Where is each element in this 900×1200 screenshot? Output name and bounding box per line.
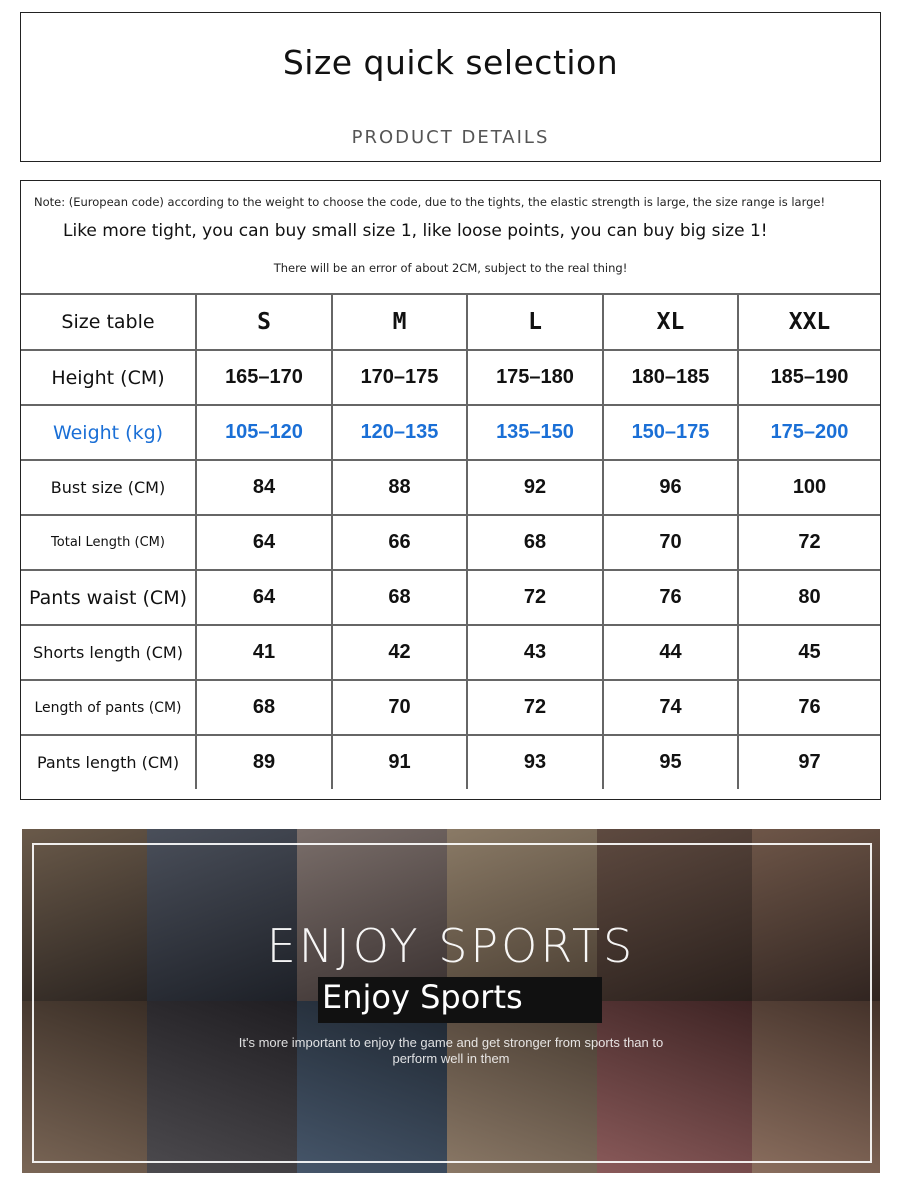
table-cell: 68 [196,680,332,735]
table-cell: 66 [332,515,467,570]
pants-waist-row [21,570,880,625]
table-cell: 185–190 [738,350,880,405]
section-subtitle: PRODUCT DETAILS [351,127,550,148]
note-line-3: There will be an error of about 2CM, subject to the real thing! [273,261,628,275]
size-header-row [21,294,880,350]
table-cell: 165–170 [196,350,332,405]
banner-tagline-1: It's more important to enjoy the game and get stronger from sports than to [238,1035,664,1050]
table-cell: 175–180 [467,350,603,405]
table-cell: 84 [196,460,332,515]
size-m-header: M [332,294,467,350]
note-line-1: Note: (European code) according to the weight to choose the code, due to the tights, the elastic strength is large, the size range is large! [34,195,826,209]
size-l-header: L [467,294,603,350]
table-cell: 105–120 [196,405,332,460]
table-cell: 76 [603,570,738,625]
table-cell: 42 [332,625,467,680]
size-chart-section [20,180,881,800]
size-table [21,293,880,789]
table-cell: 88 [332,460,467,515]
table-cell: 92 [467,460,603,515]
table-cell: 80 [738,570,880,625]
banner-subtitle: Enjoy Sports [322,978,523,1016]
table-cell: 72 [738,515,880,570]
length-of-pants-row [21,680,880,735]
sports-banner [22,829,880,1173]
note-line-2: Like more tight, you can buy small size 1, like loose points, you can buy big size 1! [63,221,768,241]
table-cell: 44 [603,625,738,680]
height-row [21,350,880,405]
table-cell: 74 [603,680,738,735]
row-label: Pants waist (CM) [21,570,196,625]
size-table-label: Size table [21,294,196,350]
row-label: Length of pants (CM) [21,680,196,735]
table-cell: 70 [332,680,467,735]
pants-length-row [21,735,880,789]
total-length-row [21,515,880,570]
table-cell: 97 [738,735,880,789]
table-cell: 175–200 [738,405,880,460]
table-cell: 89 [196,735,332,789]
row-label: Weight (kg) [21,405,196,460]
size-xl-header: XL [603,294,738,350]
table-cell: 96 [603,460,738,515]
table-cell: 43 [467,625,603,680]
bust-row [21,460,880,515]
table-cell: 93 [467,735,603,789]
table-cell: 170–175 [332,350,467,405]
size-xxl-header: XXL [738,294,880,350]
row-label: Total Length (CM) [21,515,196,570]
table-cell: 150–175 [603,405,738,460]
shorts-length-row [21,625,880,680]
banner-tagline-2: perform well in them [392,1051,510,1066]
header-section [20,12,881,162]
table-cell: 91 [332,735,467,789]
table-cell: 76 [738,680,880,735]
table-cell: 70 [603,515,738,570]
page-title: Size quick selection [282,43,619,82]
table-cell: 180–185 [603,350,738,405]
row-label: Bust size (CM) [21,460,196,515]
row-label: Pants length (CM) [21,735,196,789]
banner-title: ENJOY SPORTS [266,919,636,973]
table-cell: 100 [738,460,880,515]
table-cell: 41 [196,625,332,680]
table-cell: 120–135 [332,405,467,460]
size-s-header: S [196,294,332,350]
weight-row [21,405,880,460]
table-cell: 135–150 [467,405,603,460]
table-cell: 68 [467,515,603,570]
table-cell: 95 [603,735,738,789]
table-cell: 45 [738,625,880,680]
row-label: Shorts length (CM) [21,625,196,680]
table-cell: 64 [196,570,332,625]
table-cell: 72 [467,570,603,625]
table-cell: 72 [467,680,603,735]
row-label: Height (CM) [21,350,196,405]
table-cell: 68 [332,570,467,625]
table-cell: 64 [196,515,332,570]
